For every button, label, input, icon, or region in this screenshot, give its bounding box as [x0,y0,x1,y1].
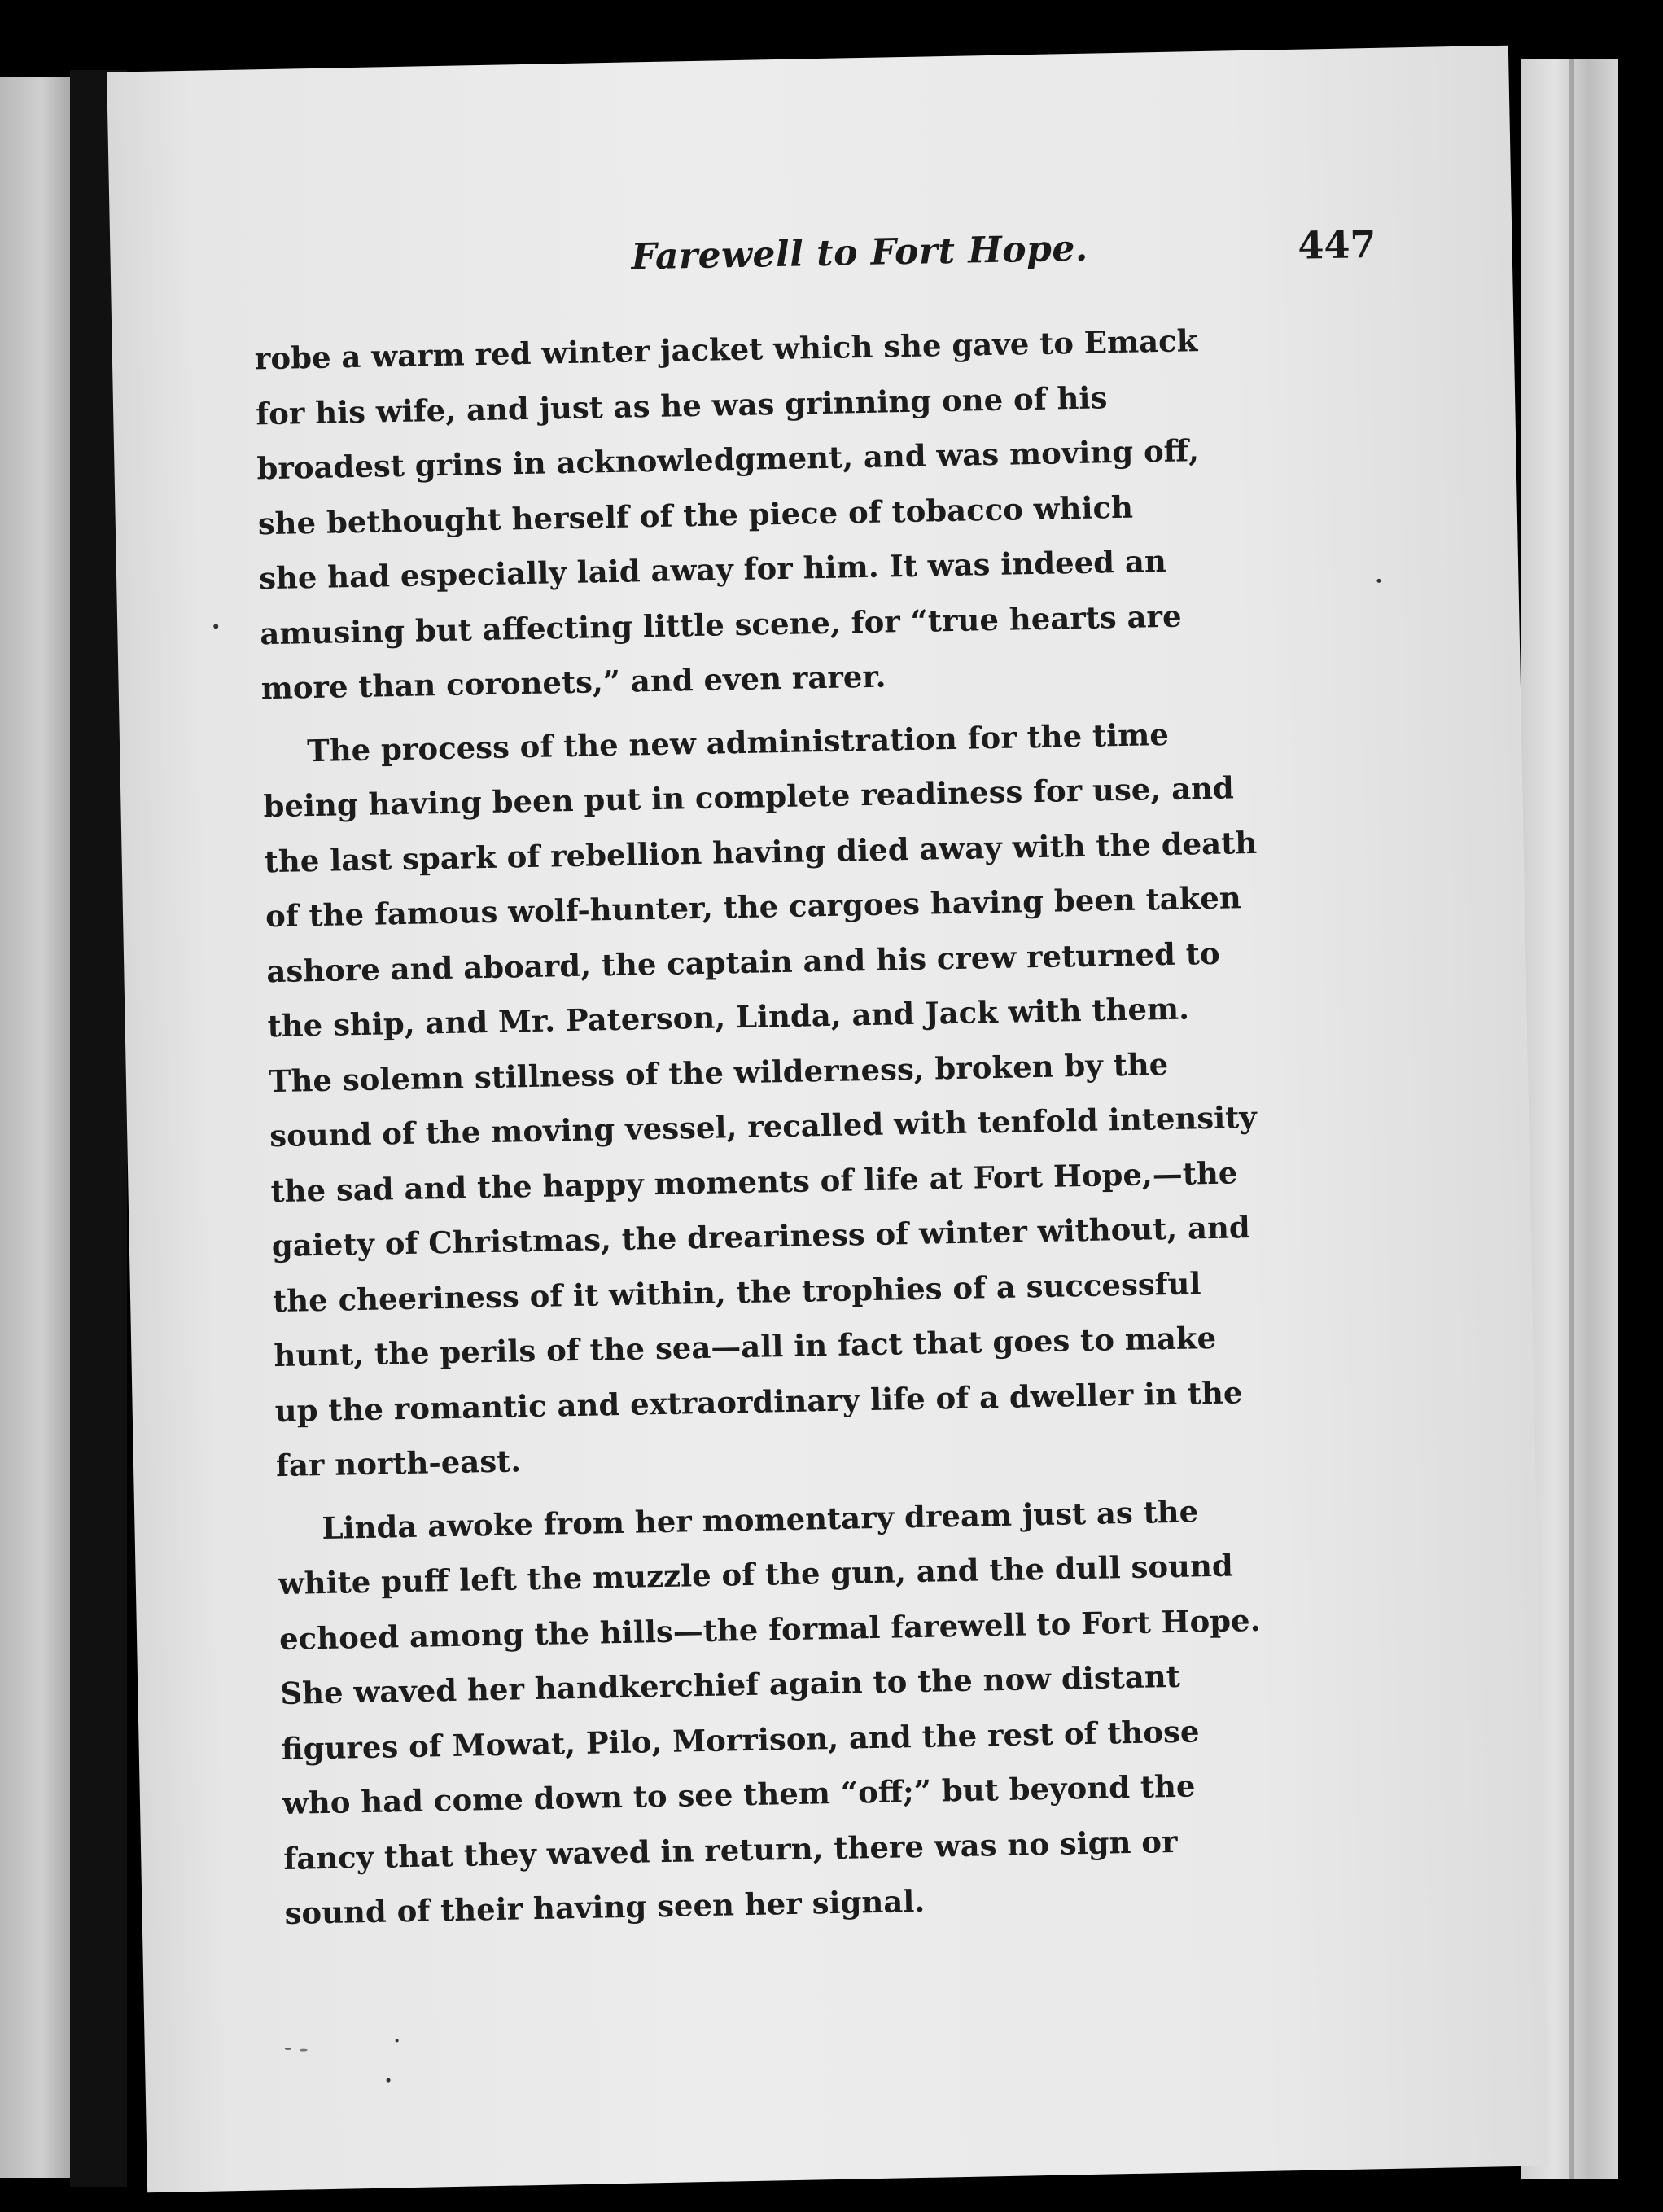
text-line: the cheeriness of it within, the trophies of a successful [272,1264,1201,1319]
text-line: hunt, the perils of the sea—all in fact that goes to make [274,1319,1217,1374]
scan-speck [1376,579,1381,583]
scan-speck [300,2048,308,2051]
text-line: of the famous wolf-hunter, the cargoes having been taken [265,879,1242,935]
text-line: the sad and the happy moments of life at Fort Hope,—the [270,1154,1238,1209]
text-line: far north-east. [275,1443,522,1484]
text-line: white puff left the muzzle of the gun, and the dull sound [278,1547,1234,1602]
running-title: Farewell to Fort Hope. [631,227,1089,278]
text-line: fancy that they waved in return, there was no sign or [282,1823,1178,1877]
text-line: sound of the moving vessel, recalled with tenfold intensity [269,1098,1258,1154]
text-line: Linda awoke from her momentary dream just as the [322,1492,1199,1546]
text-line: she bethought herself of the piece of tobacco which [257,488,1134,541]
text-line: the ship, and Mr. Paterson, Linda, and Jack with them. [267,990,1190,1045]
left-facing-page-edge [0,77,70,2178]
book-page [107,46,1549,2193]
scan-speck [396,2039,399,2042]
paragraph-2 [262,704,1311,1493]
text-line: robe a warm red winter jacket which she gave to Emack [254,322,1198,377]
text-line: being having been put in complete readiness for use, and [263,769,1235,825]
text-line: the last spark of rebellion having died away with the death [264,824,1258,879]
page-header [492,221,1409,304]
text-line: for his wife, and just as he was grinning one of his [255,379,1108,431]
paragraph-1 [254,312,1295,716]
text-line: gaiety of Christmas, the dreariness of winter without, and [271,1209,1251,1264]
text-line: echoed among the hills—the formal farewell to Fort Hope. [278,1601,1261,1657]
scan-speck [285,2048,291,2050]
text-line: She waved her handkerchief again to the now distant [279,1658,1181,1712]
text-line: up the romantic and extraordinary life of a dweller in the [274,1373,1243,1429]
scan-speck [387,2078,391,2083]
page-number: 447 [1297,221,1377,268]
text-line: figures of Mowat, Pilo, Morrison, and the rest of those [281,1712,1200,1767]
text-line: sound of their having seen her signal. [284,1882,926,1931]
text-line: The process of the new administration for the time [306,716,1170,769]
text-line: she had especially laid away for him. It was indeed an [258,542,1167,597]
text-line: The solemn stillness of the wilderness, broken by the [268,1045,1169,1099]
text-line: broadest grins in acknowledgment, and was moving off, [256,432,1200,487]
body-text [254,312,1319,1950]
text-line: who had come down to see them “off;” but beyond the [282,1767,1196,1822]
paragraph-3 [277,1482,1319,1941]
text-line: more than coronets,” and even rarer. [260,658,886,707]
scan-speck [213,624,218,629]
text-line: amusing but affecting little scene, for “true hearts are [259,598,1182,651]
text-line: ashore and aboard, the captain and his crew returned to [265,935,1220,989]
